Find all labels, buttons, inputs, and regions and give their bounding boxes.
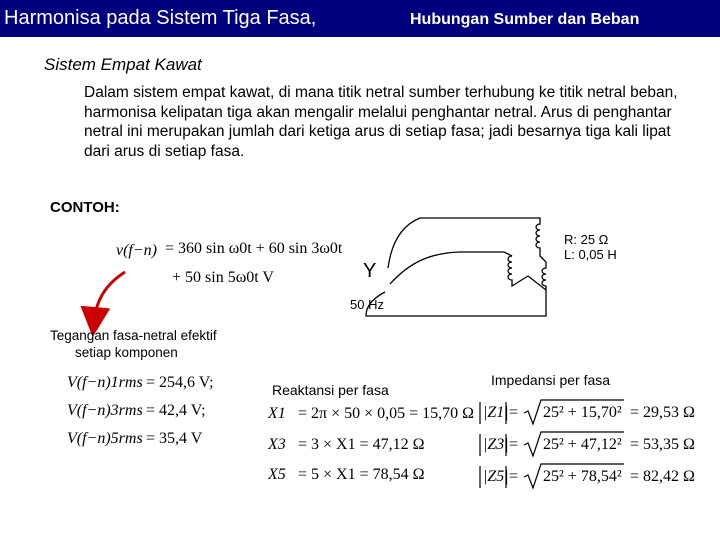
reactance-rhs-3: = 3 × X1 = 47,12 Ω xyxy=(298,436,425,453)
frequency-label: 50 Hz xyxy=(350,297,384,312)
impedance-eq-3: = xyxy=(509,436,519,453)
source-symbol: Y xyxy=(363,260,377,282)
reactance-caption: Reaktansi per fasa xyxy=(272,382,389,398)
reactance-lhs-3: X3 xyxy=(268,436,286,453)
arrow-icon xyxy=(94,272,125,322)
impedance-lhs-5: |Z5| xyxy=(483,468,509,485)
reactance-lhs-5: X5 xyxy=(268,466,286,483)
page-title-sub: Hubungan Sumber dan Beban xyxy=(410,11,640,28)
section-paragraph: Dalam sistem empat kawat, di mana titik netral sumber terhubung ke titik netral beban, harmonisa kelipatan tiga akan mengalir melalui penghantar netral. Arus di penghantar netral ini merupakan jumlah dari ketiga arus di setiap fasa; jadi besarnya tiga kali lipat dari arus di setiap fasa. xyxy=(84,84,678,160)
rms-caption-line1: Tegangan fasa-netral efektif xyxy=(50,328,217,343)
impedance-radicand-3: 25² + 47,12² xyxy=(543,436,622,453)
section-subtitle: Sistem Empat Kawat xyxy=(44,55,202,74)
impedance-eq-5: = xyxy=(509,468,519,485)
page-title: Harmonisa pada Sistem Tiga Fasa, xyxy=(4,7,317,29)
reactance-lhs-1: X1 xyxy=(268,405,286,422)
impedance-caption: Impedansi per fasa xyxy=(491,372,611,388)
reactance-rhs-1: = 2π × 50 × 0,05 = 15,70 Ω xyxy=(298,405,475,422)
example-heading: CONTOH: xyxy=(50,199,120,216)
rms-lhs-3: V(f−n)3rms xyxy=(67,402,143,419)
impedance-result-3: = 53,35 Ω xyxy=(630,436,695,453)
impedance-lhs-1: |Z1| xyxy=(483,404,509,421)
load-coils xyxy=(504,218,546,290)
rms-lhs-5: V(f−n)5rms xyxy=(67,430,143,447)
rms-value-1: = 254,6 V; xyxy=(146,374,214,391)
rms-value-5: = 35,4 V xyxy=(146,430,203,447)
rms-lhs-1: V(f−n)1rms xyxy=(67,374,143,391)
rms-caption-line2: setiap komponen xyxy=(75,345,178,360)
impedance-radicand-5: 25² + 78,54² xyxy=(543,468,622,485)
voltage-eq-line1: = 360 sin ω0t + 60 sin 3ω0t xyxy=(165,240,343,257)
impedance-result-1: = 29,53 Ω xyxy=(630,404,695,421)
impedance-result-5: = 82,42 Ω xyxy=(630,468,695,485)
impedance-eq-1: = xyxy=(509,404,519,421)
source-wires xyxy=(366,218,546,316)
impedance-radicand-1: 25² + 15,70² xyxy=(543,404,622,421)
rms-value-3: = 42,4 V; xyxy=(146,402,206,419)
load-l-label: L: 0,05 H xyxy=(564,247,617,262)
impedance-lhs-3: |Z3| xyxy=(483,436,509,453)
reactance-rhs-5: = 5 × X1 = 78,54 Ω xyxy=(298,466,425,483)
load-r-label: R: 25 Ω xyxy=(564,232,609,247)
voltage-eq-line2: + 50 sin 5ω0t V xyxy=(172,269,274,286)
voltage-eq-lhs: v(f−n) xyxy=(116,242,157,259)
